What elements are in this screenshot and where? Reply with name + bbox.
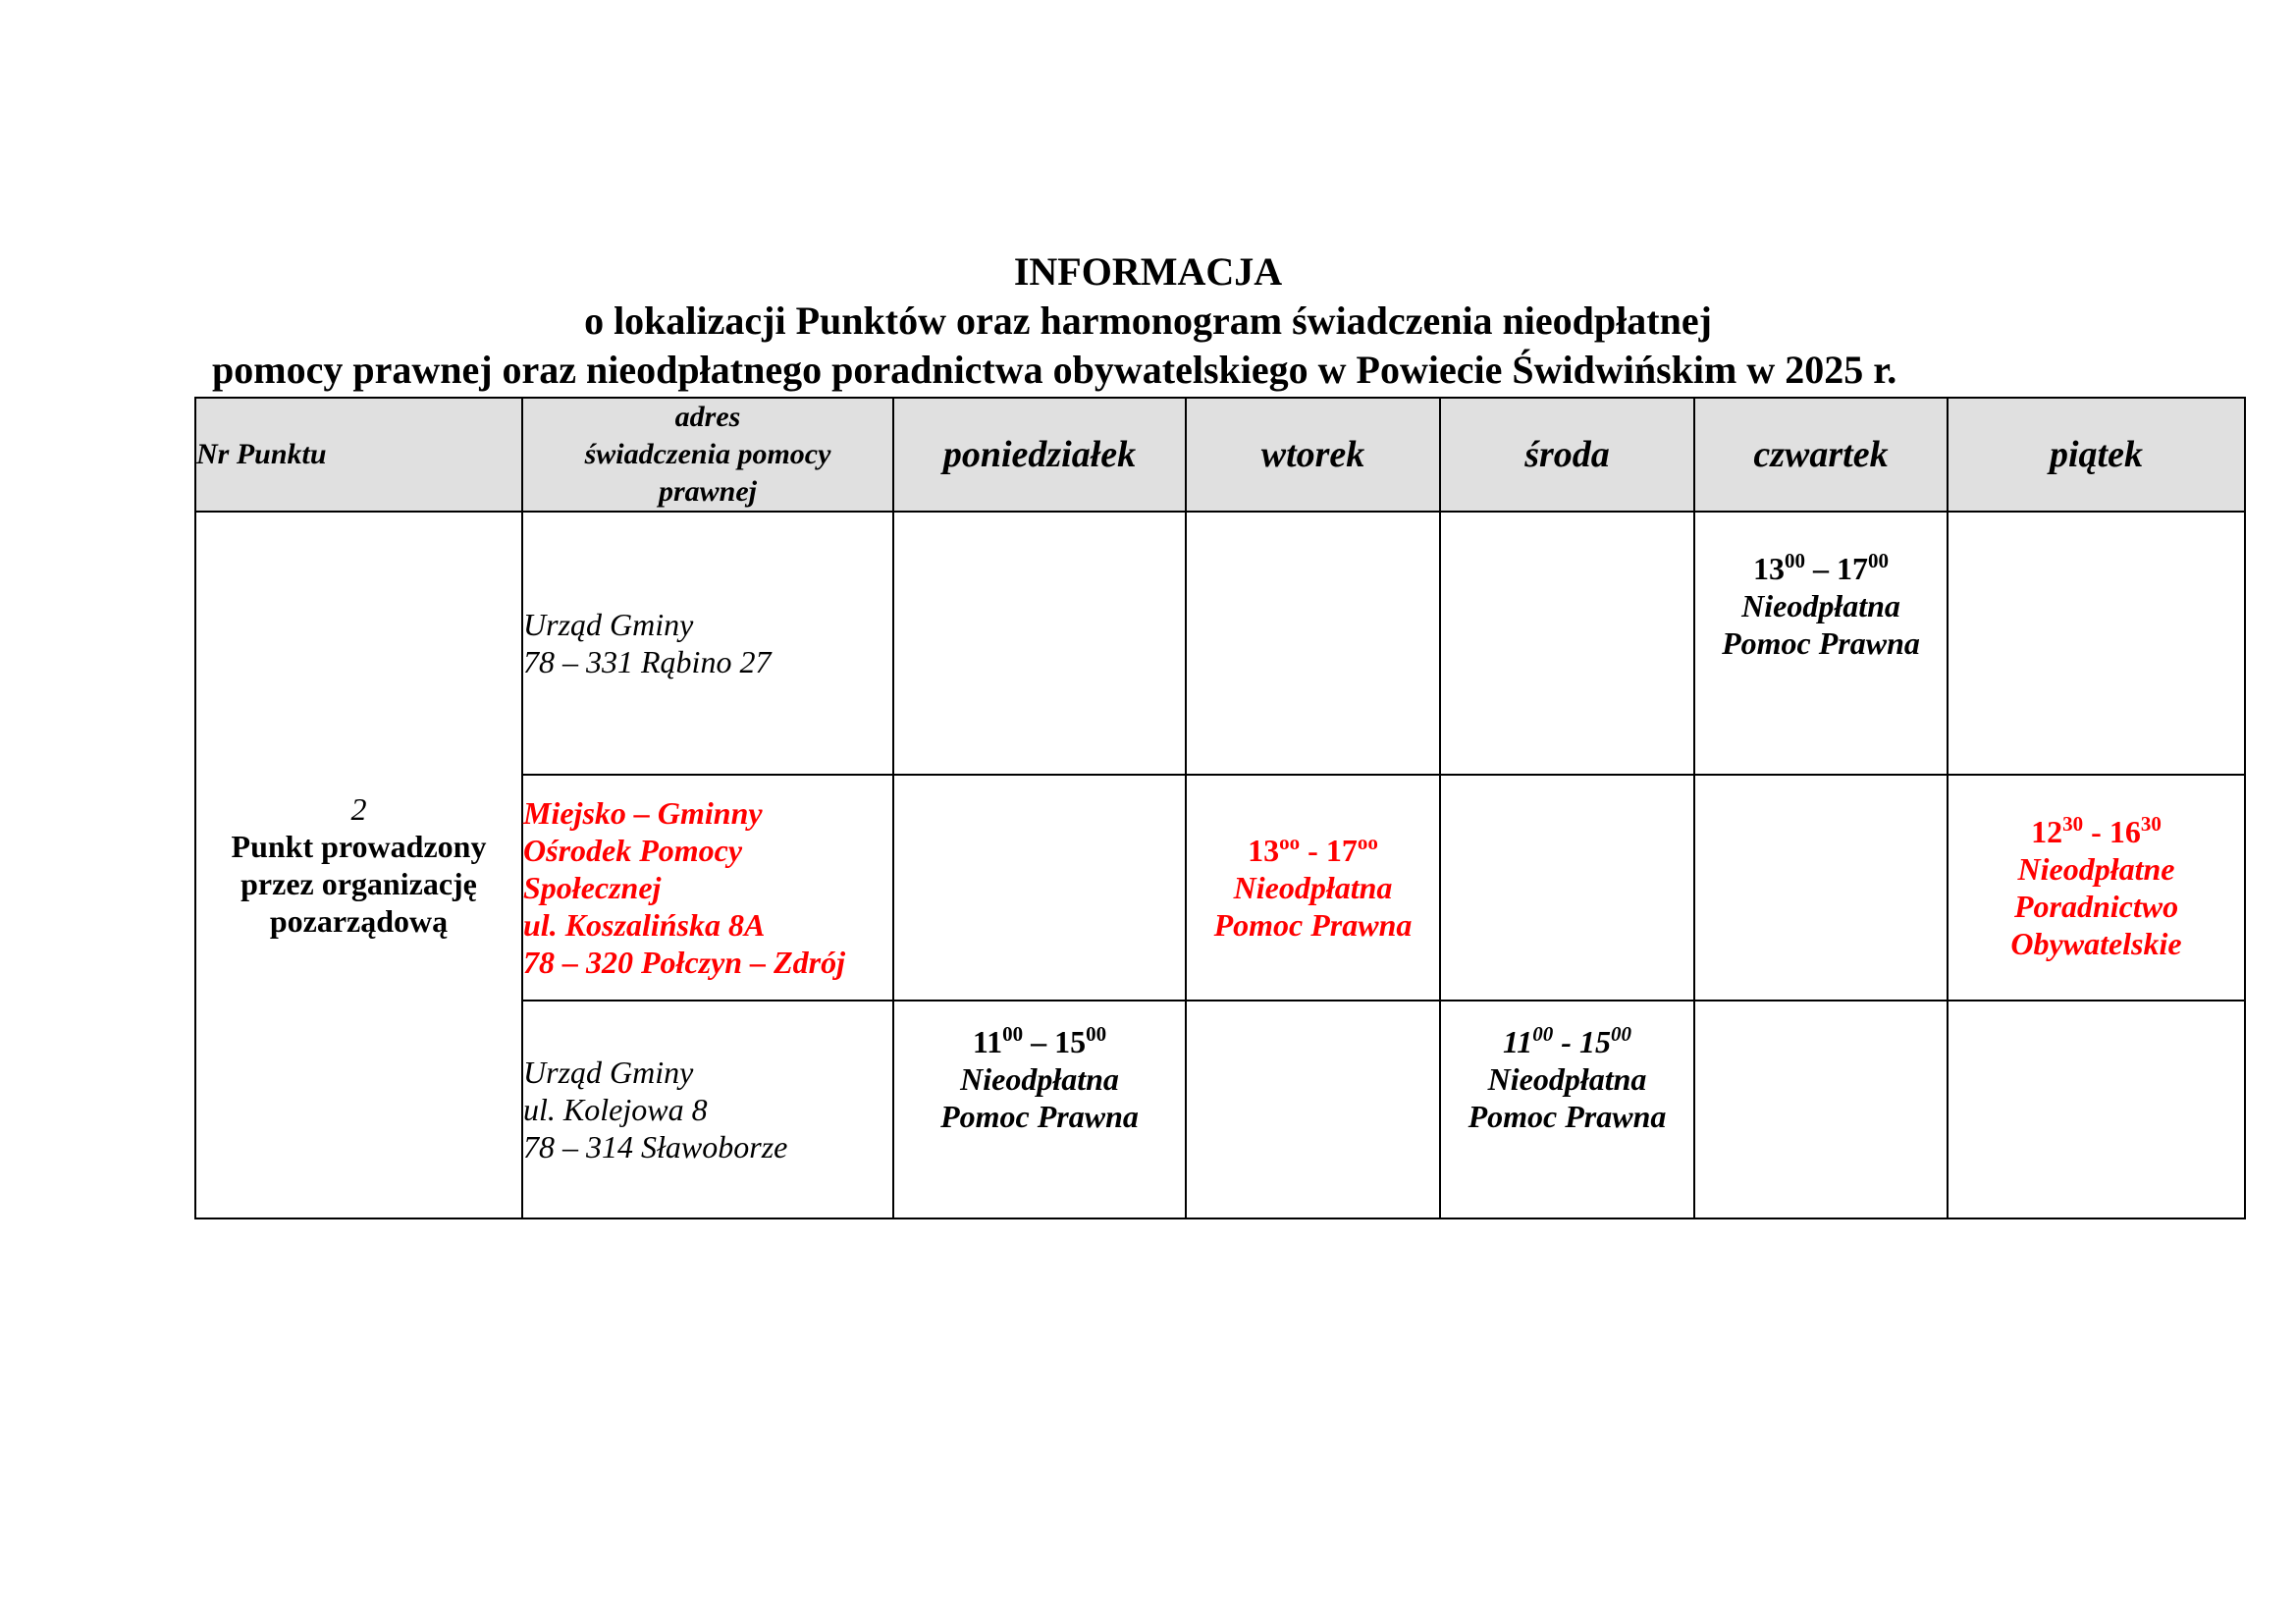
col-header-tuesday: wtorek xyxy=(1186,398,1440,512)
schedule-cell-wednesday xyxy=(1440,1001,1694,1218)
service-line: Obywatelskie xyxy=(2010,926,2182,961)
schedule-cell-empty xyxy=(1948,1001,2245,1218)
service-line: Nieodpłatna xyxy=(1487,1061,1647,1097)
address-cell xyxy=(522,512,893,775)
table-row xyxy=(195,512,2245,775)
col-header-thursday: czwartek xyxy=(1694,398,1948,512)
point-cell xyxy=(195,512,522,1218)
address-line: ul. Kolejowa 8 xyxy=(523,1092,708,1127)
schedule-cell-empty xyxy=(1440,512,1694,775)
schedule-cell-friday xyxy=(1948,775,2245,1001)
schedule-cell-empty xyxy=(1948,512,2245,775)
address-line: 78 – 320 Połczyn – Zdrój xyxy=(523,945,845,980)
address-line: 78 – 314 Sławoborze xyxy=(523,1129,788,1164)
schedule-cell-tuesday xyxy=(1186,775,1440,1001)
schedule-cell-empty xyxy=(893,512,1186,775)
address-cell xyxy=(522,775,893,1001)
col-header-address xyxy=(522,398,893,512)
point-number: 2 xyxy=(350,791,367,827)
col-header-nr: Nr Punktu xyxy=(195,398,522,512)
service-line: Nieodpłatne xyxy=(2017,851,2175,887)
schedule-table xyxy=(194,397,2246,1219)
point-label-line-1: Punkt prowadzony xyxy=(231,829,487,864)
col-header-address-line-1: adres xyxy=(674,401,741,433)
service-line: Nieodpłatna xyxy=(960,1061,1119,1097)
document-title: INFORMACJA xyxy=(1013,249,1283,294)
document-subtitle-line-2: pomocy prawnej oraz nieodpłatnego poradnictwa obywatelskiego w Powiecie Świdwińskim w 2025 r. xyxy=(212,348,1897,392)
address-line: ul. Koszalińska 8A xyxy=(523,907,766,943)
col-header-wednesday: środa xyxy=(1440,398,1694,512)
address-line: Społecznej xyxy=(523,870,662,905)
schedule-cell-thursday xyxy=(1694,512,1948,775)
time-range: $11^{00} - 15^{00}$ xyxy=(1503,1022,1631,1059)
service-line: Pomoc Prawna xyxy=(1722,625,1920,661)
point-label-line-2: przez organizację xyxy=(240,866,477,901)
col-header-address-line-2: świadczenia pomocy xyxy=(584,438,831,470)
col-header-address-line-3: prawnej xyxy=(658,475,758,508)
schedule-cell-empty xyxy=(1440,775,1694,1001)
time-range: $12^{30} - 16^{30}$ xyxy=(2031,812,2162,849)
schedule-cell-empty xyxy=(893,775,1186,1001)
document-subtitle-line-1: o lokalizacji Punktów oraz harmonogram świadczenia nieodpłatnej xyxy=(584,298,1712,343)
time-range: $11^{00} - 15^{00}$ xyxy=(972,1022,1107,1059)
address-line: Miejsko – Gminny xyxy=(523,795,763,831)
address-line: Urząd Gminy xyxy=(523,607,694,642)
service-line: Pomoc Prawna xyxy=(940,1099,1139,1134)
address-cell xyxy=(522,1001,893,1218)
address-line: Urząd Gminy xyxy=(523,1055,694,1090)
service-line: Nieodpłatna xyxy=(1741,588,1900,623)
table-header-row xyxy=(195,398,2245,512)
address-line: 78 – 331 Rąbino 27 xyxy=(523,644,772,679)
col-header-friday: piątek xyxy=(1948,398,2245,512)
point-label-line-3: pozarządową xyxy=(269,903,449,939)
schedule-cell-empty xyxy=(1186,1001,1440,1218)
time-range: $13^{00} - 17^{00}$ xyxy=(1753,549,1889,586)
col-header-monday: poniedziałek xyxy=(893,398,1186,512)
schedule-cell-empty xyxy=(1694,1001,1948,1218)
service-line: Nieodpłatna xyxy=(1233,870,1393,905)
schedule-cell-empty xyxy=(1186,512,1440,775)
service-line: Poradnictwo xyxy=(2013,889,2179,924)
service-line: Pomoc Prawna xyxy=(1468,1099,1667,1134)
schedule-cell-monday xyxy=(893,1001,1186,1218)
service-line: Pomoc Prawna xyxy=(1213,907,1413,943)
time-range: $13^{oo} - 17^{oo}$ xyxy=(1248,831,1378,868)
address-line: Ośrodek Pomocy xyxy=(523,833,743,868)
schedule-cell-empty xyxy=(1694,775,1948,1001)
